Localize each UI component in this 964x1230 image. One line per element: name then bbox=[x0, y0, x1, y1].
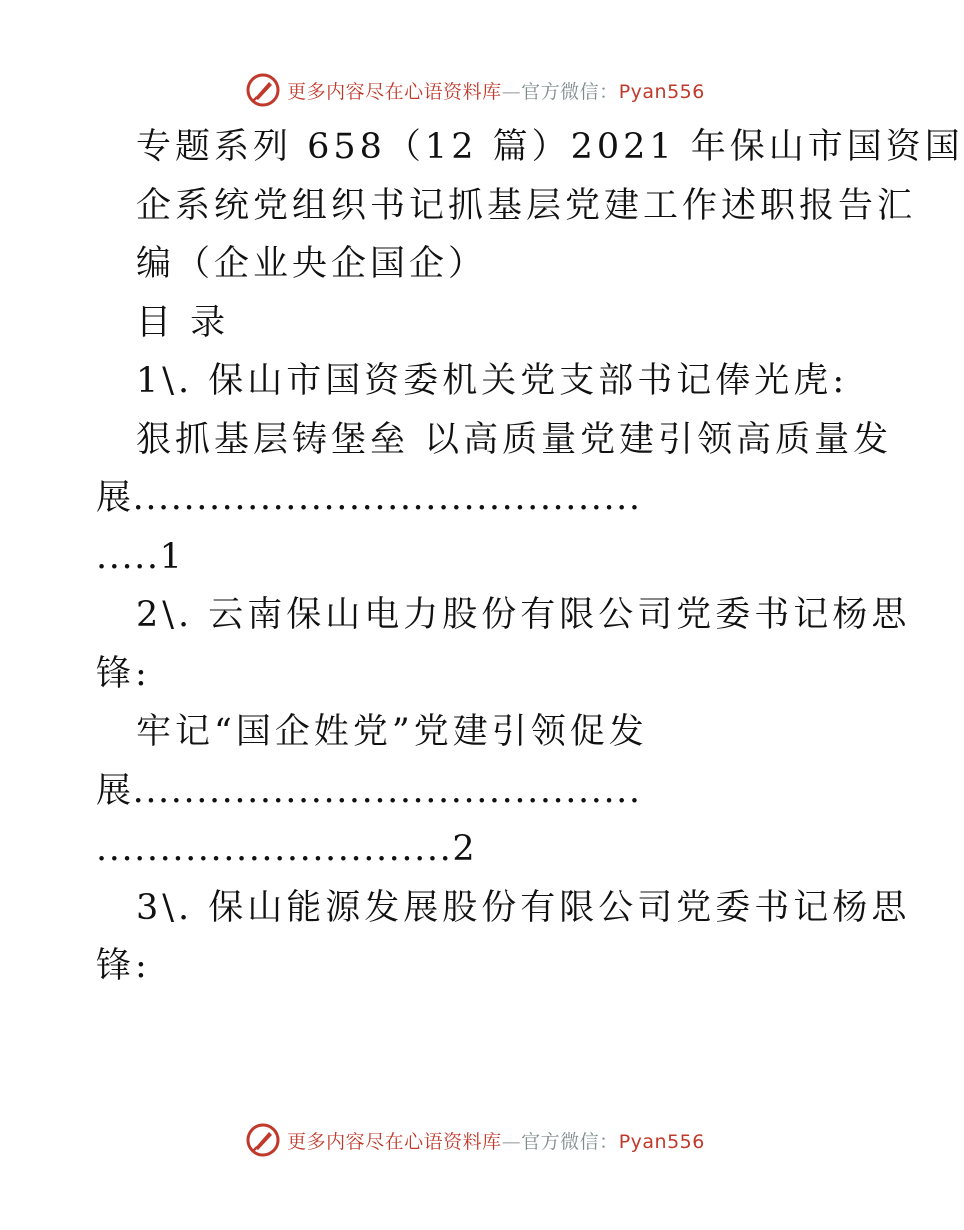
header-banner bbox=[0, 70, 950, 110]
banner-wechat-id: Pyan556 bbox=[618, 1130, 705, 1153]
banner-main-text: 更多内容尽在心语资料库 bbox=[287, 80, 502, 103]
toc-entry-2-subtitle: 牢记“国企姓党”党建引领促发 bbox=[136, 712, 648, 752]
banner-text bbox=[287, 77, 705, 104]
document-body bbox=[96, 118, 964, 996]
document-title-line-3: 编（企业央企国企） bbox=[136, 244, 488, 284]
quill-logo-icon bbox=[245, 1122, 281, 1158]
toc-entry-3-title: 3\. 保山能源发展股份有限公司党委书记杨思 bbox=[136, 887, 911, 928]
toc-entry-1-page: .....1 bbox=[96, 536, 184, 577]
toc-entry-3-title-cont: 锋: bbox=[96, 946, 151, 986]
toc-entry-3 bbox=[96, 879, 911, 996]
toc-entry-1-leader: 展........................................ bbox=[96, 478, 642, 518]
document-title-line-2: 企系统党组织书记抓基层党建工作述职报告汇 bbox=[136, 185, 917, 226]
banner-dash: — bbox=[501, 80, 522, 103]
toc-entry-1-subtitle: 狠抓基层铸堡垒 以高质量党建引领高质量发 bbox=[136, 419, 893, 460]
toc-entry-2-title: 2\. 云南保山电力股份有限公司党委书记杨思 bbox=[136, 595, 911, 635]
toc-heading: 目 录 bbox=[136, 302, 230, 343]
banner-text bbox=[287, 1127, 705, 1154]
banner-secondary-text: 官方微信： bbox=[521, 1130, 619, 1153]
toc-entry-2-title-cont: 锋: bbox=[96, 653, 151, 694]
toc-entry-2-leader: 展........................................ bbox=[96, 770, 642, 811]
banner-dash: — bbox=[501, 1130, 522, 1153]
banner-secondary-text: 官方微信： bbox=[521, 80, 619, 103]
quill-logo-icon bbox=[245, 72, 281, 108]
toc-entry-1-title: 1\. 保山市国资委机关党支部书记俸光虎: bbox=[136, 361, 849, 401]
toc-entry-2 bbox=[96, 586, 911, 879]
document-title-line-1: 专题系列 658（12 篇）2021 年保山市国资国 bbox=[136, 127, 964, 167]
toc-entry-1 bbox=[96, 352, 893, 586]
banner-main-text: 更多内容尽在心语资料库 bbox=[287, 1130, 502, 1153]
footer-banner bbox=[0, 1120, 950, 1160]
toc-entry-2-page: ............................2 bbox=[96, 829, 477, 869]
banner-wechat-id: Pyan556 bbox=[618, 80, 705, 103]
